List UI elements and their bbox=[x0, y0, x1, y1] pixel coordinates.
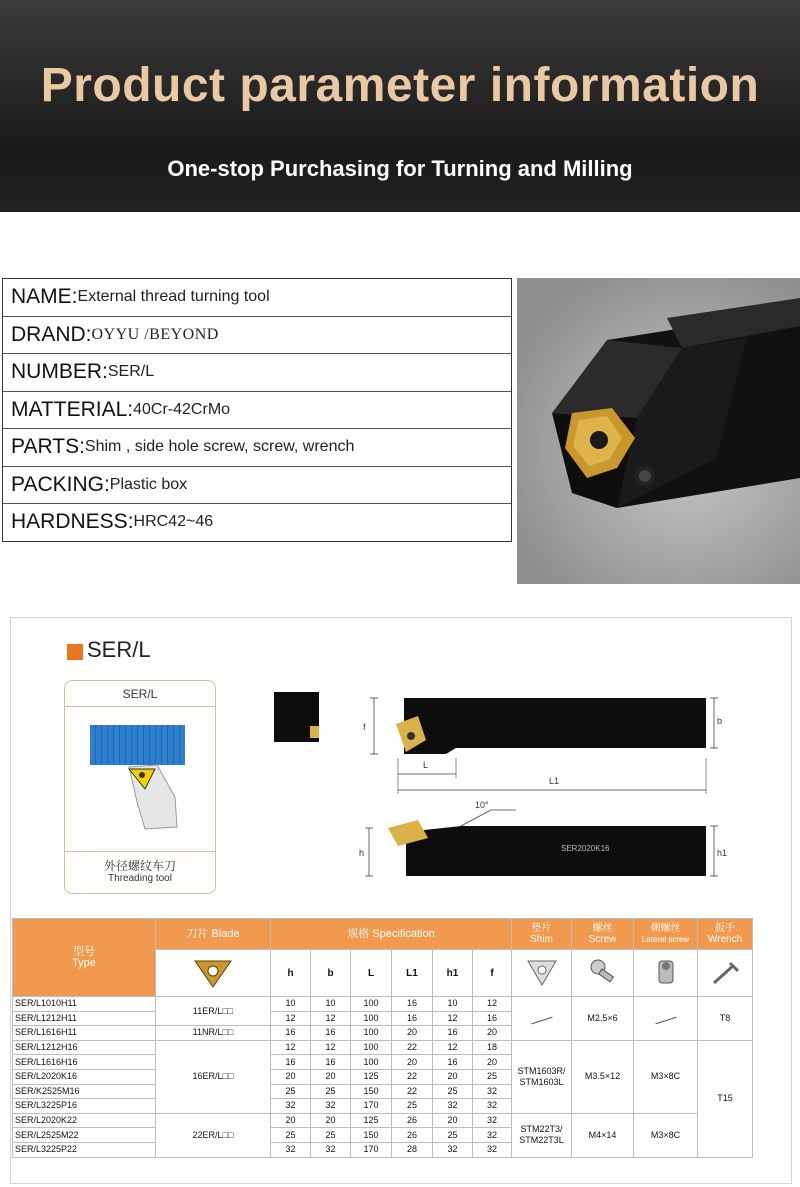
f-cell: 12 bbox=[473, 997, 512, 1012]
info-value: 40Cr-42CrMo bbox=[133, 400, 231, 418]
l-cell: 150 bbox=[351, 1128, 392, 1143]
b-cell: 20 bbox=[311, 1069, 351, 1084]
blade-cell: 22ER/L□□ bbox=[156, 1113, 271, 1157]
spec-col-b: b bbox=[311, 950, 351, 997]
l1-cell: 20 bbox=[392, 1026, 433, 1041]
threading-illustration-icon bbox=[65, 707, 215, 851]
blade-insert-icon bbox=[156, 950, 271, 997]
h-cell: 20 bbox=[271, 1113, 311, 1128]
spec-header: 规格 Specification bbox=[271, 919, 512, 950]
lateral-cell: M3×8C bbox=[634, 1040, 698, 1113]
spec-col-l: L bbox=[351, 950, 392, 997]
product-photo bbox=[517, 278, 800, 584]
info-key: NUMBER: bbox=[11, 360, 108, 384]
type-cell: SER/L1212H16 bbox=[13, 1040, 156, 1055]
shim-cell-empty bbox=[512, 997, 572, 1041]
dim-label-l1: L1 bbox=[549, 776, 560, 786]
h-cell: 20 bbox=[271, 1069, 311, 1084]
tool-holder-photo bbox=[517, 278, 800, 584]
l-cell: 170 bbox=[351, 1099, 392, 1114]
l-cell: 150 bbox=[351, 1084, 392, 1099]
info-key: NAME: bbox=[11, 285, 78, 309]
l-cell: 100 bbox=[351, 1055, 392, 1070]
screw-icon bbox=[572, 950, 634, 997]
l-cell: 125 bbox=[351, 1069, 392, 1084]
f-cell: 32 bbox=[473, 1099, 512, 1114]
b-cell: 12 bbox=[311, 1011, 351, 1026]
shim-header-en: Shim bbox=[530, 934, 553, 945]
screw-header-cn: 螺丝 bbox=[592, 923, 613, 934]
screw-header-en: Screw bbox=[588, 934, 617, 945]
type-cell: SER/L2525M22 bbox=[13, 1128, 156, 1143]
lateral-cell: M3×8C bbox=[634, 1113, 698, 1157]
blade-cell: 11ER/L□□ bbox=[156, 997, 271, 1026]
card-caption-cn: 外径螺纹车刀 bbox=[103, 859, 176, 873]
f-cell: 16 bbox=[473, 1011, 512, 1026]
b-cell: 20 bbox=[311, 1113, 351, 1128]
l1-cell: 26 bbox=[392, 1113, 433, 1128]
h1-cell: 12 bbox=[433, 1011, 473, 1026]
f-cell: 32 bbox=[473, 1142, 512, 1157]
type-header bbox=[13, 919, 156, 997]
l1-cell: 16 bbox=[392, 997, 433, 1012]
card-caption-en: Threading tool bbox=[108, 873, 172, 884]
lateral-header-en: Lateral screw bbox=[641, 935, 690, 944]
b-cell: 12 bbox=[311, 1040, 351, 1055]
product-info-table bbox=[2, 278, 512, 542]
h-cell: 12 bbox=[271, 1040, 311, 1055]
h-cell: 32 bbox=[271, 1142, 311, 1157]
section-marker-icon bbox=[67, 644, 83, 660]
technical-drawing bbox=[266, 680, 766, 920]
info-row-parts bbox=[3, 429, 511, 467]
blade-header: 刀片 Blade bbox=[156, 919, 271, 950]
table-row bbox=[13, 1040, 753, 1055]
b-cell: 16 bbox=[311, 1026, 351, 1041]
f-cell: 25 bbox=[473, 1069, 512, 1084]
wrench-header-cn: 扳手 bbox=[715, 923, 735, 934]
shim-cell: STM1603R/ STM1603L bbox=[512, 1040, 572, 1113]
lateral-cell-empty bbox=[634, 997, 698, 1041]
l1-cell: 16 bbox=[392, 1011, 433, 1026]
f-cell: 20 bbox=[473, 1026, 512, 1041]
shim-icon bbox=[512, 950, 572, 997]
header-banner bbox=[0, 0, 800, 212]
h-cell: 25 bbox=[271, 1128, 311, 1143]
type-header-en: Type bbox=[72, 956, 96, 969]
info-value: Shim , side hole screw, screw, wrench bbox=[84, 438, 355, 456]
screw-cell: M3.5×12 bbox=[572, 1040, 634, 1113]
type-cell: SER/L1212H11 bbox=[13, 1011, 156, 1026]
l-cell: 100 bbox=[351, 1040, 392, 1055]
wrench-header-en: Wrench bbox=[707, 934, 743, 945]
spec-col-l1: L1 bbox=[392, 950, 433, 997]
info-row-packing bbox=[3, 467, 511, 505]
f-cell: 32 bbox=[473, 1084, 512, 1099]
info-key: HARDNESS: bbox=[11, 510, 134, 534]
shim-header bbox=[512, 919, 572, 950]
h-cell: 32 bbox=[271, 1099, 311, 1114]
threading-tool-card bbox=[64, 680, 216, 894]
b-cell: 10 bbox=[311, 997, 351, 1012]
type-cell: SER/L2020K16 bbox=[13, 1069, 156, 1084]
l-cell: 100 bbox=[351, 1011, 392, 1026]
shim-header-cn: 垫片 bbox=[531, 923, 552, 934]
type-cell: SER/L1616H16 bbox=[13, 1055, 156, 1070]
dim-label-l: L bbox=[423, 760, 429, 770]
table-row bbox=[13, 1113, 753, 1128]
info-row-number bbox=[3, 354, 511, 392]
l-cell: 170 bbox=[351, 1142, 392, 1157]
h1-cell: 20 bbox=[433, 1069, 473, 1084]
l1-cell: 22 bbox=[392, 1040, 433, 1055]
dim-label-b: b bbox=[717, 716, 723, 726]
l1-cell: 20 bbox=[392, 1055, 433, 1070]
b-cell: 25 bbox=[311, 1128, 351, 1143]
h1-cell: 32 bbox=[433, 1099, 473, 1114]
h1-cell: 25 bbox=[433, 1128, 473, 1143]
blade-cell: 11NR/L□□ bbox=[156, 1026, 271, 1041]
b-cell: 25 bbox=[311, 1084, 351, 1099]
h-cell: 16 bbox=[271, 1026, 311, 1041]
type-cell: SER/L3225P16 bbox=[13, 1099, 156, 1114]
f-cell: 32 bbox=[473, 1113, 512, 1128]
h-cell: 12 bbox=[271, 1011, 311, 1026]
l1-cell: 26 bbox=[392, 1128, 433, 1143]
l1-cell: 25 bbox=[392, 1099, 433, 1114]
f-cell: 18 bbox=[473, 1040, 512, 1055]
type-header-cn: 型号 bbox=[73, 945, 95, 958]
screw-cell: M4×14 bbox=[572, 1113, 634, 1157]
h1-cell: 12 bbox=[433, 1040, 473, 1055]
type-cell: SER/L1616H11 bbox=[13, 1026, 156, 1041]
spec-col-f: f bbox=[473, 950, 512, 997]
screw-header bbox=[572, 919, 634, 950]
specification-table bbox=[12, 918, 753, 1158]
l-cell: 125 bbox=[351, 1113, 392, 1128]
type-cell: SER/K2525M16 bbox=[13, 1084, 156, 1099]
info-value: SER/L bbox=[107, 363, 155, 381]
table-header-row bbox=[13, 919, 753, 950]
lateral-screw-icon bbox=[634, 950, 698, 997]
h1-cell: 25 bbox=[433, 1084, 473, 1099]
lateral-screw-header bbox=[634, 919, 698, 950]
info-value: Plastic box bbox=[109, 475, 188, 493]
info-key: PARTS: bbox=[11, 435, 85, 459]
f-cell: 20 bbox=[473, 1055, 512, 1070]
angle-label: 10° bbox=[475, 800, 489, 810]
wrench-header bbox=[698, 919, 753, 950]
shim-cell: STM22T3/ STM22T3L bbox=[512, 1113, 572, 1157]
l-cell: 100 bbox=[351, 997, 392, 1012]
h-cell: 16 bbox=[271, 1055, 311, 1070]
info-row-brand bbox=[3, 317, 511, 355]
wrench-cell: T15 bbox=[698, 1040, 753, 1157]
h1-cell: 16 bbox=[433, 1055, 473, 1070]
card-title: SER/L bbox=[122, 687, 158, 701]
section-title: SER/L bbox=[87, 637, 151, 662]
dash-mark bbox=[531, 1017, 552, 1025]
h1-cell: 16 bbox=[433, 1026, 473, 1041]
dim-label-h1: h1 bbox=[717, 848, 728, 858]
spec-sheet bbox=[10, 617, 792, 1184]
blade-cell: 16ER/L□□ bbox=[156, 1040, 271, 1113]
divider bbox=[65, 851, 215, 852]
h1-cell: 10 bbox=[433, 997, 473, 1012]
l-cell: 100 bbox=[351, 1026, 392, 1041]
h1-cell: 20 bbox=[433, 1113, 473, 1128]
h-cell: 10 bbox=[271, 997, 311, 1012]
dim-label-f: f bbox=[363, 722, 366, 732]
info-value: HRC42~46 bbox=[133, 513, 214, 531]
l1-cell: 22 bbox=[392, 1084, 433, 1099]
info-value: OYYU /BEYOND bbox=[91, 325, 219, 343]
type-cell: SER/L3225P22 bbox=[13, 1142, 156, 1157]
info-key: DRAND: bbox=[11, 322, 92, 346]
l1-cell: 28 bbox=[392, 1142, 433, 1157]
b-cell: 16 bbox=[311, 1055, 351, 1070]
dim-label-h: h bbox=[359, 848, 365, 858]
info-row-name bbox=[3, 279, 511, 317]
type-cell: SER/L1010H11 bbox=[13, 997, 156, 1012]
lateral-header-cn: 侧螺丝 bbox=[650, 923, 681, 934]
b-cell: 32 bbox=[311, 1099, 351, 1114]
spec-col-h1: h1 bbox=[433, 950, 473, 997]
page-title: Product parameter information bbox=[40, 59, 760, 112]
spec-col-h: h bbox=[271, 950, 311, 997]
type-cell: SER/L2020K22 bbox=[13, 1113, 156, 1128]
wrench-cell: T8 bbox=[698, 997, 753, 1041]
l1-cell: 22 bbox=[392, 1069, 433, 1084]
table-row bbox=[13, 997, 753, 1012]
h-cell: 25 bbox=[271, 1084, 311, 1099]
info-row-material bbox=[3, 392, 511, 430]
b-cell: 32 bbox=[311, 1142, 351, 1157]
screw-cell: M2.5×6 bbox=[572, 997, 634, 1041]
dash-mark bbox=[655, 1017, 676, 1025]
page-subtitle: One-stop Purchasing for Turning and Milling bbox=[167, 156, 633, 181]
wrench-icon bbox=[698, 950, 753, 997]
info-key: MATTERIAL: bbox=[11, 397, 134, 421]
info-key: PACKING: bbox=[11, 472, 110, 496]
info-row-hardness bbox=[3, 504, 511, 541]
tool-body-marking: SER2020K16 bbox=[561, 844, 610, 853]
f-cell: 32 bbox=[473, 1128, 512, 1143]
info-value: External thread turning tool bbox=[77, 288, 270, 306]
h1-cell: 32 bbox=[433, 1142, 473, 1157]
